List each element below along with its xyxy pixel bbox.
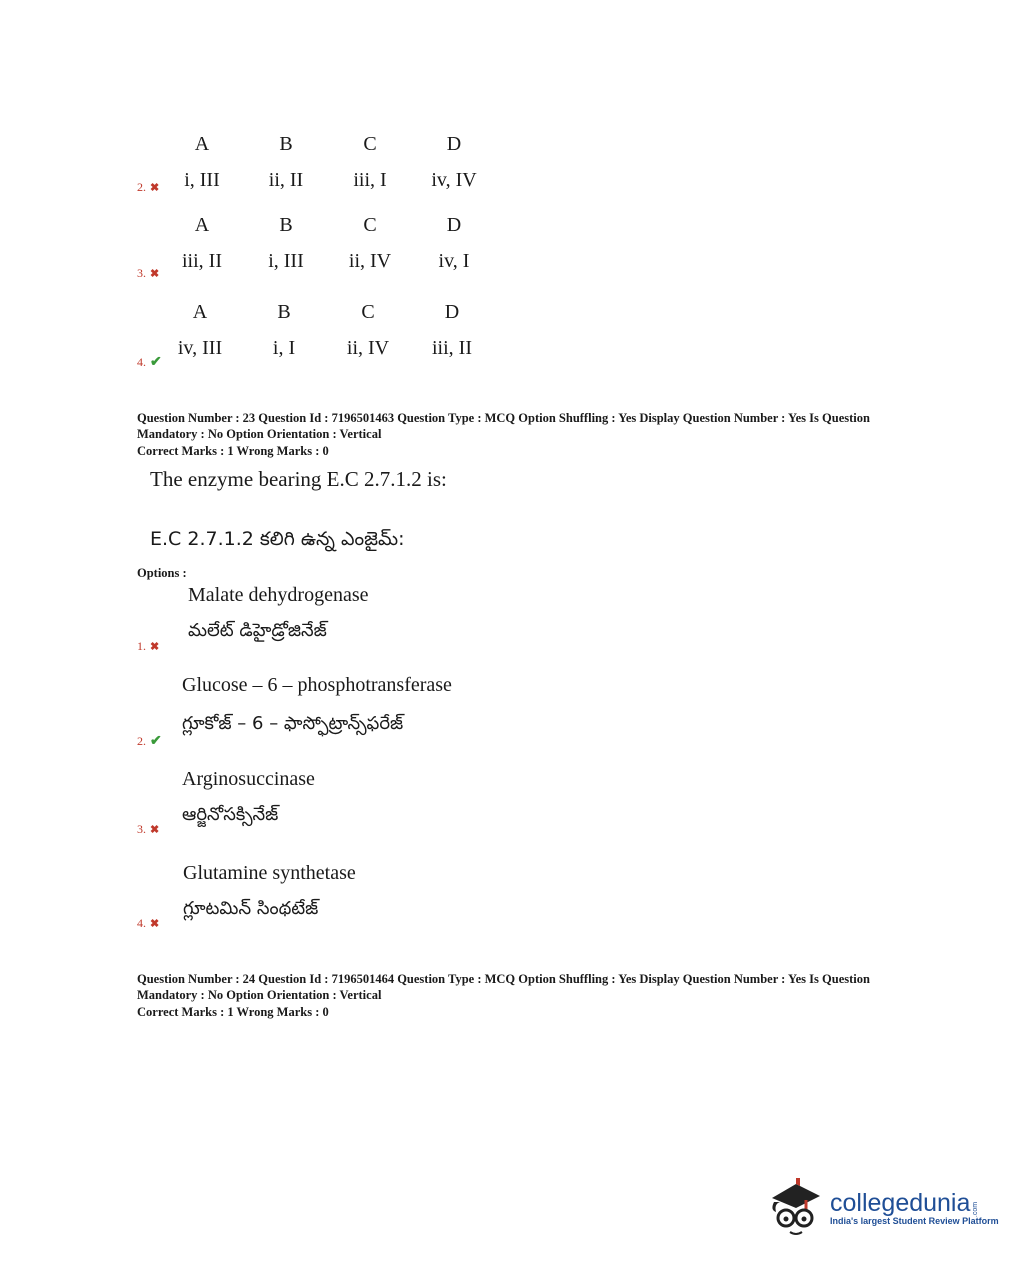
match-header-row: [160, 213, 496, 237]
value-a: i, III: [184, 169, 220, 191]
value-b: ii, II: [268, 169, 304, 191]
header-b: B: [279, 214, 293, 236]
logo-suffix: .com: [972, 1201, 980, 1218]
header-c: C: [363, 214, 377, 236]
value-d: iii, II: [432, 337, 472, 359]
logo-tagline: India's largest Student Review Platform: [830, 1216, 999, 1226]
value-b: i, I: [272, 337, 296, 359]
question-23-marks: Correct Marks : 1 Wrong Marks : 0: [137, 444, 329, 458]
header-b: B: [277, 301, 291, 323]
value-d: iv, I: [438, 250, 470, 272]
value-c: ii, IV: [348, 250, 392, 272]
option-number-3: [137, 822, 159, 837]
option-2-text-te: గ్లూకోజ్ – 6 – ఫాస్ఫోట్రాన్స్‌ఫరేజ్: [182, 713, 404, 734]
header-a: A: [192, 301, 208, 323]
question-23-meta: [137, 410, 907, 459]
option-number-4: [137, 354, 162, 371]
value-a: iii, II: [182, 250, 222, 272]
option-number-label: 1.: [137, 639, 146, 653]
question-24-meta-line1: Question Number : 24 Question Id : 7196501464 Question Type : MCQ Option Shuffling : Yes Display Question Number : Yes Is Question Mandatory : No Option Orientation : Vertical: [137, 972, 870, 1002]
match-option-2: [160, 132, 496, 192]
header-d: D: [444, 301, 460, 323]
option-number-2: [137, 180, 159, 195]
wrong-icon: ✖: [150, 824, 160, 836]
header-a: A: [194, 214, 210, 236]
option-4-text-te: గ్లూటమిన్ సింథటేజ్: [183, 898, 319, 919]
header-d: D: [446, 133, 462, 155]
option-3-text-en: Arginosuccinase: [182, 768, 315, 790]
option-number-4: [137, 916, 159, 931]
option-1-text-en: Malate dehydrogenase: [188, 584, 369, 606]
wrong-icon: ✖: [150, 918, 160, 930]
option-number-label: 2.: [137, 180, 146, 194]
option-number-label: 4.: [137, 355, 146, 369]
option-number-label: 3.: [137, 822, 146, 836]
header-d: D: [446, 214, 462, 236]
option-2-text-en: Glucose – 6 – phosphotransferase: [182, 674, 452, 696]
value-c: ii, IV: [346, 337, 390, 359]
value-c: iii, I: [353, 169, 387, 191]
question-23-text-te: E.C 2.7.1.2 కలిగి ఉన్న ఎంజైమ్:: [150, 528, 405, 550]
wrong-icon: ✖: [150, 268, 160, 280]
match-header-row: [160, 132, 496, 156]
option-number-1: [137, 639, 159, 654]
mascot-icon: [766, 1176, 822, 1240]
header-c: C: [361, 301, 375, 323]
question-24-marks: Correct Marks : 1 Wrong Marks : 0: [137, 1005, 329, 1019]
match-option-4: [158, 300, 494, 360]
option-number-label: 3.: [137, 266, 146, 280]
question-24-meta: [137, 971, 907, 1020]
match-value-row: [158, 336, 494, 360]
option-number-3: [137, 266, 159, 281]
match-value-row: [160, 168, 496, 192]
logo-name: collegedunia: [830, 1189, 971, 1217]
match-value-row: [160, 249, 496, 273]
question-23-text-en: The enzyme bearing E.C 2.7.1.2 is:: [150, 467, 447, 491]
value-a: iv, III: [177, 337, 223, 359]
logo-wordmark: [830, 1190, 999, 1226]
option-number-label: 4.: [137, 916, 146, 930]
wrong-icon: ✖: [150, 641, 160, 653]
check-icon: ✔: [150, 355, 162, 370]
option-number-2: [137, 733, 162, 750]
value-b: i, III: [268, 250, 304, 272]
header-a: A: [194, 133, 210, 155]
match-option-3: [160, 213, 496, 273]
question-23-meta-line1: Question Number : 23 Question Id : 7196501463 Question Type : MCQ Option Shuffling : Yes Display Question Number : Yes Is Question Mandatory : No Option Orientation : Vertical: [137, 411, 870, 441]
option-3-text-te: ఆర్జినోసక్సినేజ్: [182, 804, 279, 825]
match-header-row: [158, 300, 494, 324]
value-d: iv, IV: [431, 169, 477, 191]
collegedunia-logo: [766, 1176, 999, 1240]
check-icon: ✔: [150, 734, 162, 749]
option-number-label: 2.: [137, 734, 146, 748]
option-4-text-en: Glutamine synthetase: [183, 862, 356, 884]
header-b: B: [279, 133, 293, 155]
options-label: Options :: [137, 566, 187, 580]
header-c: C: [363, 133, 377, 155]
wrong-icon: ✖: [150, 182, 160, 194]
option-1-text-te: మలేట్ డిహైడ్రోజినేజ్: [188, 620, 327, 641]
